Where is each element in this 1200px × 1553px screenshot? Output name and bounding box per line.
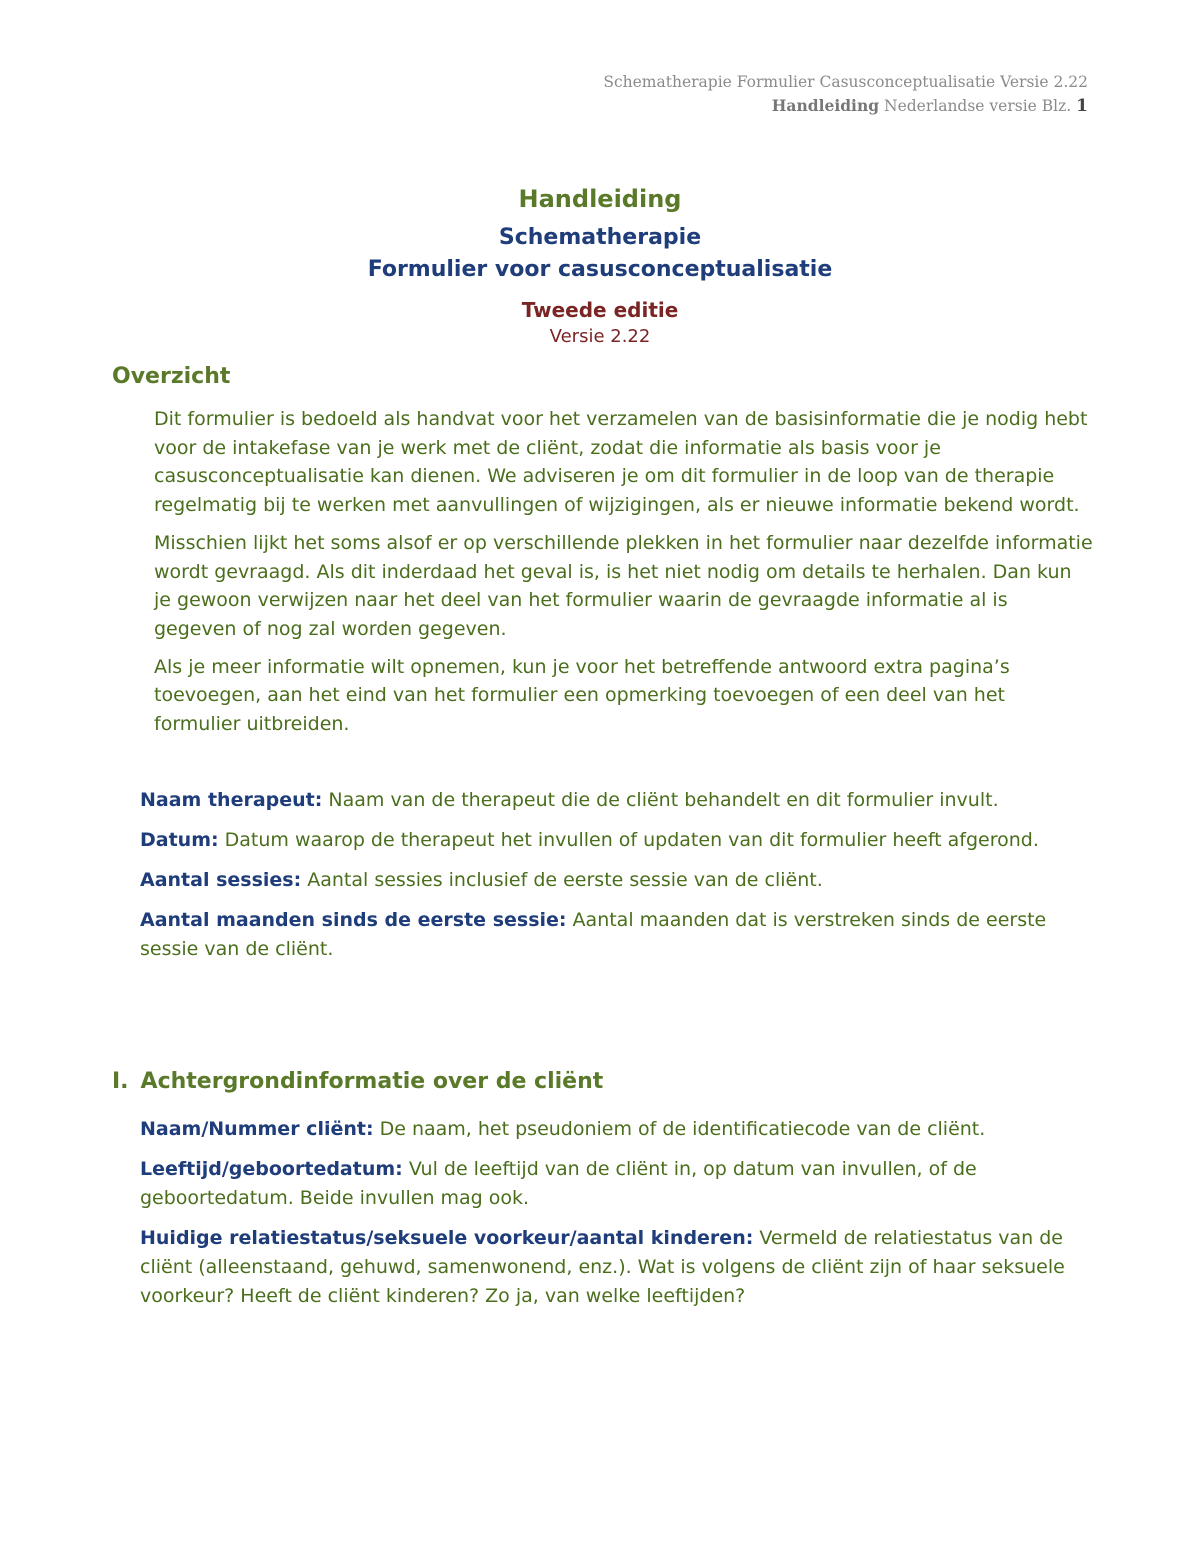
title-block [0,182,1200,350]
form-fields-list [140,786,1090,975]
section-title: Achtergrondinformatie over de cliënt [140,1069,604,1094]
section-1-fields [140,1115,1090,1322]
field-naam-therapeut [140,786,1090,815]
overzicht-heading: Overzicht [112,364,231,389]
field-description: Aantal sessies inclusief de eerste sessie van de cliënt. [307,869,823,891]
header-handleiding: Handleiding [771,96,880,115]
field-description: Vermeld de relatiestatus van de cliënt (alleenstaand, gehuwd, samenwonend, enz.). Wat is volgens de cliënt zijn of haar seksuele voorkeur? Heeft de cliënt kinderen? Zo ja, van welke leeftijden? [140,1227,1065,1307]
field-relatiestatus [140,1224,1090,1311]
header-line1: Schematherapie Formulier Casusconceptualisatie Versie 2.22 [603,73,1088,91]
section-1-heading [112,1065,603,1099]
field-description: De naam, het pseudoniem of de identificatiecode van de cliënt. [379,1118,986,1140]
field-label: Naam/Nummer cliënt: [140,1118,374,1140]
field-label: Huidige relatiestatus/seksuele voorkeur/aantal kinderen: [140,1227,754,1249]
field-label: Naam therapeut: [140,789,323,811]
field-label: Aantal maanden sinds de eerste sessie: [140,909,567,931]
section-number: I. [112,1069,129,1094]
running-header [603,70,1088,118]
doc-subtitle-1: Schematherapie [498,225,702,250]
overzicht-body [154,405,1094,748]
field-description: Datum waarop de therapeut het invullen of updaten van dit formulier heeft afgerond. [224,829,1039,851]
header-nederlandse: Nederlandse versie [884,97,1037,115]
doc-edition: Tweede editie [521,298,679,322]
field-naam-nummer-client [140,1115,1090,1144]
page-number: 1 [1076,96,1088,116]
field-description: Naam van de therapeut die de cliënt behandelt en dit formulier invult. [328,789,999,811]
field-leeftijd [140,1155,1090,1213]
doc-title: Handleiding [518,185,682,213]
intro-paragraph: Als je meer informatie wilt opnemen, kun je voor het betreffende antwoord extra pagina’s toevoegen, aan het eind van het formulier een opmerking toevoegen of een deel van het formulier uitbreiden. [154,655,1010,736]
doc-version: Versie 2.22 [549,326,651,347]
intro-paragraph: Misschien lijkt het soms alsof er op verschillende plekken in het formulier naar dezelfde informatie wordt gevraagd. Als dit inderdaad het geval is, is het niet nodig om details te herhalen. Dan kun je gewoon verwijzen naar het deel van het formulier waarin de gevraagde informatie al is gegeven of nog zal worden gegeven. [154,531,1093,640]
field-description: Aantal maanden dat is verstreken sinds de eerste sessie van de cliënt. [140,909,1047,960]
header-blz: Blz. [1041,97,1072,115]
field-label: Datum: [140,829,219,851]
intro-paragraph: Dit formulier is bedoeld als handvat voor het verzamelen van de basisinformatie die je nodig hebt voor de intakefase van je werk met de cliënt, zodat die informatie als basis voor je casusconceptualisatie kan dienen. We adviseren je om dit formulier in de loop van de therapie regelmatig bij te werken met aanvullingen of wijzigingen, als er nieuwe informatie bekend wordt. [154,408,1088,517]
field-aantal-sessies [140,866,1090,895]
header-line2 [603,94,1088,118]
field-datum [140,826,1090,855]
field-label: Leeftijd/geboortedatum: [140,1158,403,1180]
field-aantal-maanden [140,906,1090,964]
field-label: Aantal sessies: [140,869,302,891]
doc-subtitle-2: Formulier voor casusconceptualisatie [367,257,833,282]
field-description: Vul de leeftijd van de cliënt in, op datum van invullen, of de geboortedatum. Beide invullen mag ook. [140,1158,977,1209]
